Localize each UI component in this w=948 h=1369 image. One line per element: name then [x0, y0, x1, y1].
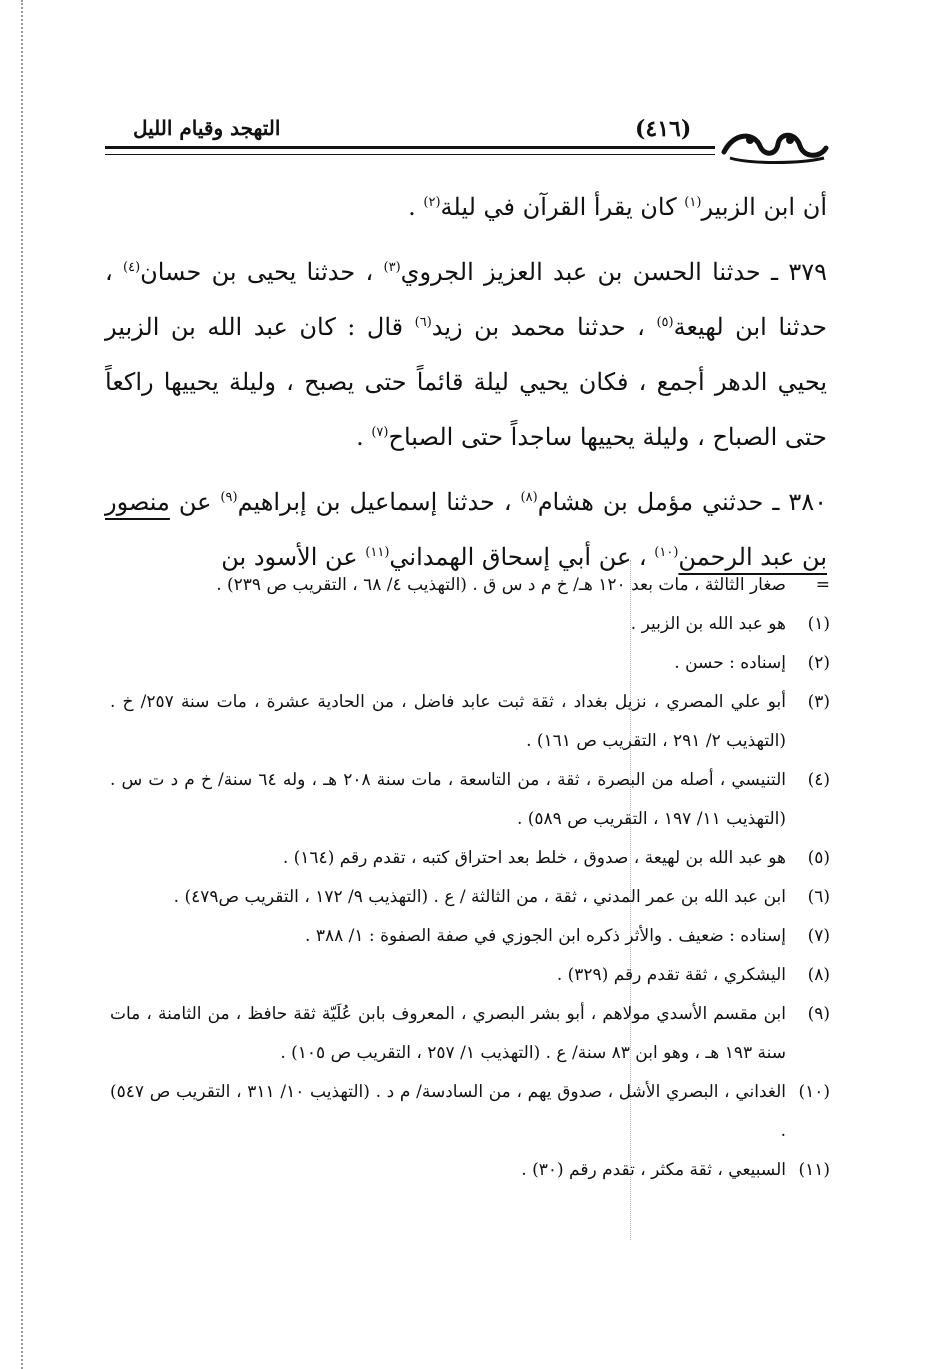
footnote-4: (٤) التنيسي ، أصله من البصرة ، ثقة ، من التاسعة ، مات سنة ٢٠٨ هـ ، وله ٦٤ سنة/ خ م د ت س . (التهذيب ١١/ ١٩٧ ، التقريب ص ٥٨٩) .	[110, 770, 830, 829]
footnote-2: (٢) إسناده : حسن .	[674, 653, 830, 673]
footnote-ref: (٣)	[383, 260, 401, 275]
footnote-ref: (٨)	[520, 490, 538, 505]
footnote-10: (١٠) الغداني ، البصري الأشل ، صدوق يهم ، من السادسة/ م د . (التهذيب ١٠/ ٣١١ ، التقريب ص ٥٤٧) .	[110, 1082, 830, 1141]
footnote-ref: (٧)	[371, 425, 389, 440]
paragraph-380: ٣٨٠ ـ حدثني مؤمل بن هشام$^{(٨)}$ ، حدثنا إسماعيل بن إبراهيم$^{(٩)}$ عن منصور بن عبد الرحمن$^{(١٠)}$ ، عن أبي إسحاق الهمداني$^{(١١)}$ عن الأسود بن	[105, 488, 828, 571]
footnote-ref: (١٠)	[654, 545, 679, 560]
footnote-6: (٦) ابن عبد الله بن عمر المدني ، ثقة ، من الثالثة / ع . (التهذيب ٩/ ١٧٢ ، التقريب ص٤٧٩) .	[173, 887, 830, 907]
footnote-7: (٧) إسناده : ضعيف . والأثر ذكره ابن الجوزي في صفة الصفوة : ١/ ٣٨٨ .	[305, 926, 830, 946]
calligraphic-ornament-icon	[720, 128, 830, 164]
header-rule-thick	[105, 146, 715, 149]
footnote-ref: (١)	[684, 195, 702, 210]
footnote-5: (٥) هو عبد الله بن لهيعة ، صدوق ، خلط بعد احتراق كتبه ، تقدم رقم (١٦٤) .	[282, 848, 830, 868]
footnote-ref: (٤)	[123, 260, 141, 275]
page-number: (٤١٦)	[635, 116, 692, 142]
footnote-9: (٩) ابن مقسم الأسدي مولاهم ، أبو بشر البصري ، المعروف بابن عُلَيّة ثقة حافظ ، من الثامنة ، مات سنة ١٩٣ هـ ، وهو ابن ٨٣ سنة/ ع . (التهذيب ١/ ٢٥٧ ، التقريب ص ١٠٥) .	[110, 1004, 830, 1063]
footnote-ref: (٥)	[656, 315, 674, 330]
header-rule-thin	[105, 154, 715, 155]
scan-fold-line	[21, 0, 23, 1369]
footnote-8: (٨) اليشكري ، ثقة تقدم رقم (٣٢٩) .	[556, 965, 830, 985]
footnote-continuation: = صغار الثالثة ، مات بعد ١٢٠ هـ/ خ م د س ق . (التهذيب ٤/ ٦٨ ، التقريب ص ٢٣٩) .	[216, 575, 830, 595]
main-text	[105, 180, 827, 595]
page-header	[105, 106, 830, 164]
paragraph-379: ٣٧٩ ـ حدثنا الحسن بن عبد العزيز الجروي$^{(٣)}$ ، حدثنا يحيى بن حسان$^{(٤)}$ ، حدثنا ابن لهيعة$^{(٥)}$ ، حدثنا محمد بن زيد$^{(٦)}$ قال : كان عبد الله بن الزبير يحيي الدهر أجمع ، فكان يحيي ليلة قائماً حتى يصبح ، وليلة يحييها راكعاً حتى الصباح ، وليلة يحييها ساجداً حتى الصباح$^{(٧)}$ .	[105, 258, 828, 451]
footnote-11: (١١) السبيعي ، ثقة مكثر ، تقدم رقم (٣٠) .	[521, 1160, 830, 1180]
footnotes	[110, 566, 830, 1190]
footnote-3: (٣) أبو علي المصري ، نزيل بغداد ، ثقة ثبت عابد فاضل ، من الحادية عشرة ، مات سنة ٢٥٧/ خ . (التهذيب ٢/ ٢٩١ ، التقريب ص ١٦١) .	[110, 692, 830, 751]
footnote-1: (١) هو عبد الله بن الزبير .	[630, 614, 830, 634]
running-title: التهجد وقيام الليل	[133, 116, 281, 140]
footnote-ref: (٩)	[220, 490, 238, 505]
underlined-name: منصور بن عبد الرحمن	[105, 488, 827, 571]
footnote-ref: (٦)	[414, 315, 432, 330]
footnote-ref: (٢)	[423, 195, 441, 210]
paragraph-opening: أن ابن الزبير$^{(١)}$ كان يقرأ القرآن في ليلة$^{(٢)}$ .	[408, 193, 827, 221]
footnote-ref: (١١)	[365, 545, 390, 560]
